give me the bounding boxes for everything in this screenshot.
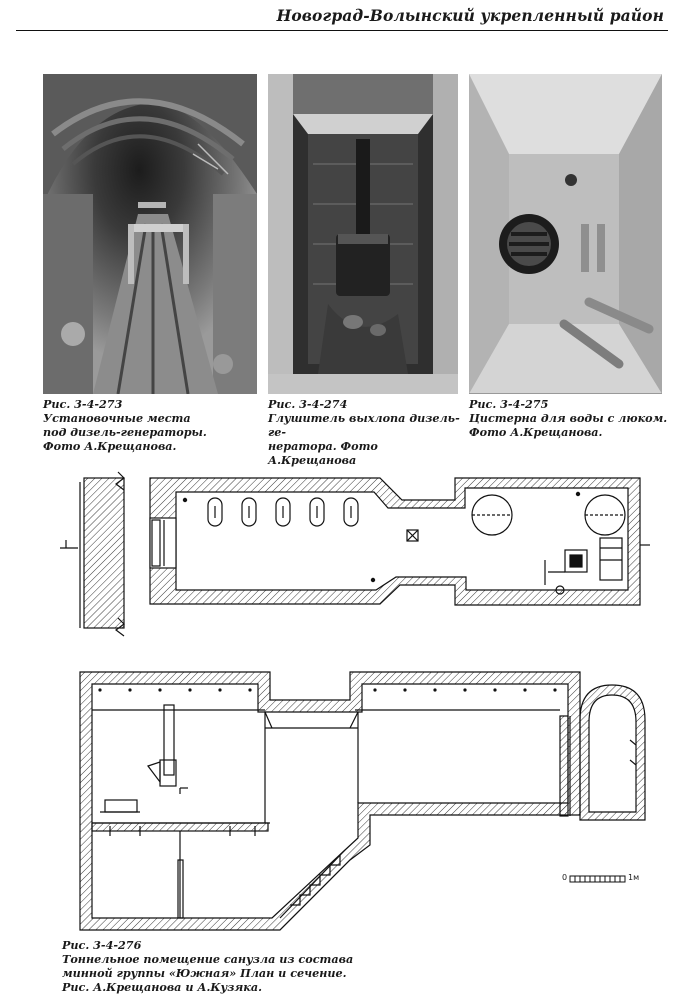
caption-line: Фото А.Крещанова. [469,425,603,439]
section-drawing [80,672,645,930]
caption-line: Тоннельное помещение санузла из состава [62,952,354,966]
caption-number: Рис. 3-4-275 [469,397,549,411]
caption-line: Установочные места [43,411,191,425]
caption-line: Рис. А.Крещанова и А.Кузяка. [62,980,262,994]
caption-line: под дизель-генераторы. [43,425,207,439]
caption-number: Рис. 3-4-274 [268,397,348,411]
caption-number: Рис. 3-4-273 [43,397,123,411]
scale-end-label: 1м [628,873,640,882]
generator-mounts [208,498,358,526]
scale-bar [570,876,625,882]
caption-line: Фото А.Крещанова. [43,439,177,453]
caption-line: Цистерна для воды с люком. [469,411,668,425]
caption-fig-276 [62,938,462,994]
caption-line: нератора. Фото [268,439,378,453]
running-head-title: Новоград-Волынский укрепленный район [276,6,664,25]
caption-number: Рис. 3-4-276 [62,938,142,952]
scale-start-label: 0 [562,873,568,882]
caption-line: А.Крещанова [268,453,357,467]
caption-line: Глушитель выхлопа дизель-ге- [268,411,460,439]
caption-line: минной группы «Южная» План и сечение. [62,966,347,980]
plan-drawing [60,472,650,636]
